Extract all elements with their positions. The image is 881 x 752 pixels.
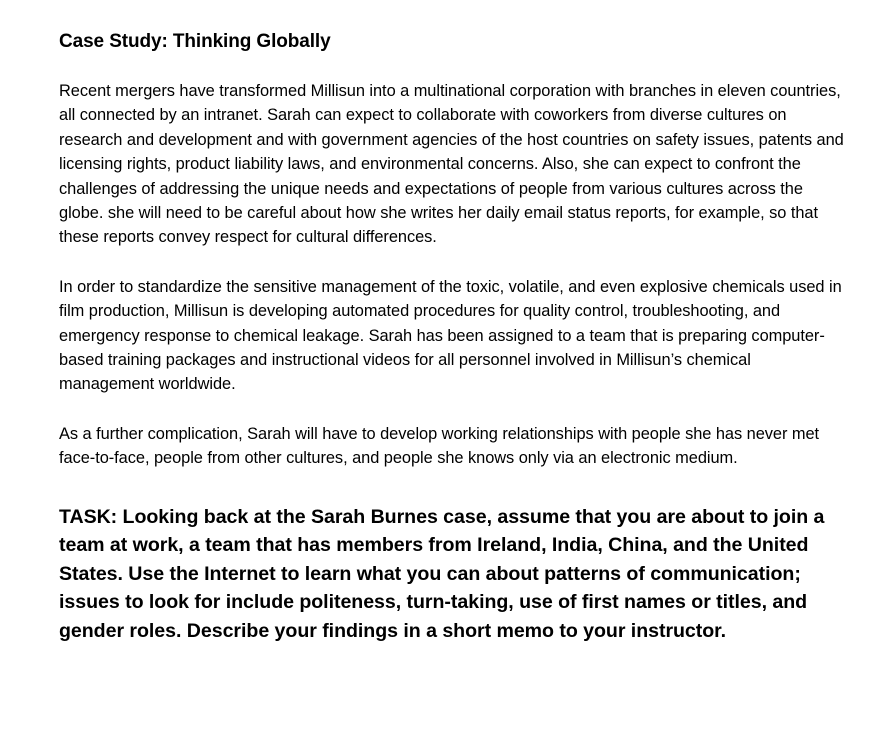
- task-instructions: TASK: Looking back at the Sarah Burnes case, assume that you are about to join a team at work, a team that has members from Ireland, India, China, and the United States. Use the Internet to learn what you can about patterns of communication; issues to look for include politeness, turn-taking, use of first names or titles, and gender roles. Describe your findings in a short memo to your instructor.: [59, 505, 825, 643]
- document-page: [59, 28, 849, 646]
- paragraph-mergers: Recent mergers have transformed Millisun into a multinational corporation with branches in eleven countries, all connected by an intranet. Sarah can expect to collaborate with coworkers from diverse cultures on research and development and with government agencies of the host countries on safety issues, patents and licensing rights, product liability laws, and environmental concerns. Also, she can expect to confront the challenges of addressing the unique needs and expectations of people from various cultures across the globe. she will need to be careful about how she writes her daily email status reports, for example, so that these reports convey respect for cultural differences.: [59, 82, 844, 247]
- paragraph-complication: As a further complication, Sarah will have to develop working relationships with people she has never met face-to-face, people from other cultures, and people she knows only via an electronic medium.: [59, 424, 820, 468]
- paragraph-chemical-management: In order to standardize the sensitive management of the toxic, volatile, and even explosive chemicals used in film production, Millisun is developing automated procedures for quality control, troubleshooting, and emergency response to chemical leakage. Sarah has been assigned to a team that is preparing computer-based training packages and instructional videos for all personnel involved in Millisun’s chemical management worldwide.: [59, 277, 842, 394]
- case-study-title: Case Study: Thinking Globally: [59, 31, 331, 52]
